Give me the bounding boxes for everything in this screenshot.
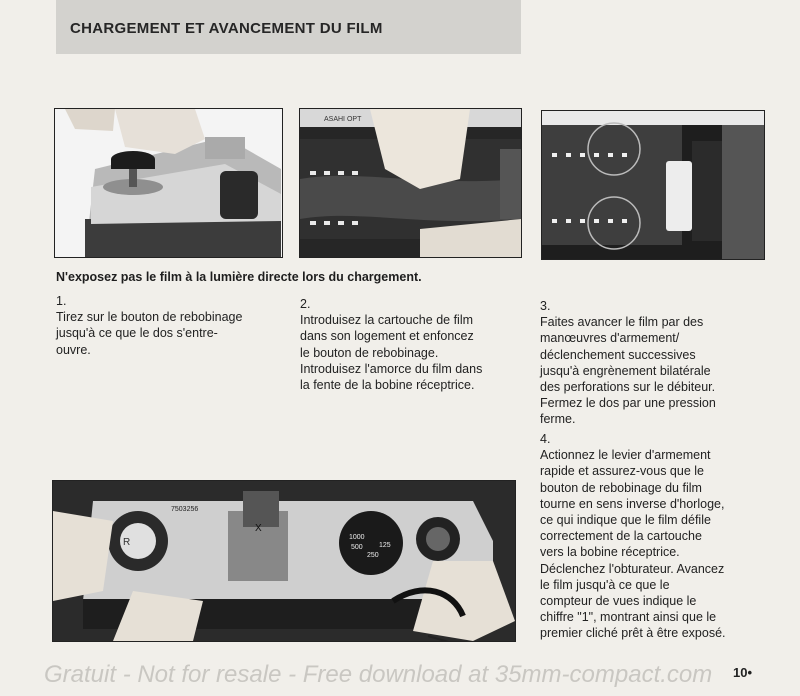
- step-line: la fente de la bobine réceptrice.: [300, 378, 475, 393]
- speed-dial-500: 500: [351, 544, 363, 551]
- step-line: ouvre.: [56, 342, 91, 357]
- step-line: jusqu'à ce que le dos s'entre-: [56, 326, 218, 341]
- step-line: Tirez sur le bouton de rebobinage: [56, 310, 243, 325]
- step-3: [540, 298, 716, 428]
- step-line: Introduisez la cartouche de film: [300, 313, 474, 328]
- step-number: 3.: [540, 299, 551, 313]
- step-line: Actionnez le levier d'armement: [540, 448, 711, 463]
- speed-dial-125: 125: [379, 542, 391, 549]
- step-number: 4.: [540, 432, 551, 446]
- step-2: [300, 296, 482, 393]
- step-line: chiffre "1", montrant ainsi que le: [540, 610, 717, 625]
- step-line: vers la bobine réceptrice.: [540, 545, 680, 560]
- step-line: Déclenchez l'obturateur. Avancez: [540, 561, 725, 576]
- step-line: bouton de rebobinage du film: [540, 480, 702, 495]
- step-line: le film jusqu'à ce que le: [540, 577, 670, 592]
- step-number: 1.: [56, 294, 67, 308]
- step-line: le bouton de rebobinage.: [300, 345, 439, 360]
- photo-camera-top: [52, 480, 516, 642]
- speed-dial-250: 250: [367, 552, 379, 559]
- speed-dial-1000: 1000: [349, 534, 365, 541]
- step-line: Fermez le dos par une pression: [540, 396, 716, 411]
- step-line: ce qui indique que le film défile: [540, 513, 711, 528]
- step-line: premier cliché prêt à être exposé.: [540, 626, 726, 641]
- cartridge-label: ASAHI OPT: [324, 116, 362, 123]
- step-line: Faites avancer le film par des: [540, 315, 704, 330]
- step-line: déclenchement successives: [540, 347, 696, 362]
- page-title: CHARGEMENT ET AVANCEMENT DU FILM: [70, 20, 383, 37]
- photo-film-cartridge: [299, 108, 522, 258]
- step-line: tourne en sens inverse d'horloge,: [540, 496, 725, 511]
- step-line: correctement de la cartouche: [540, 529, 702, 544]
- step-number: 2.: [300, 297, 311, 311]
- step-line: Introduisez l'amorce du film dans: [300, 361, 483, 376]
- step-line: ferme.: [540, 412, 576, 427]
- step-1: [56, 293, 242, 358]
- flash-x-label: X: [255, 523, 262, 534]
- photo-sprocket: [541, 110, 765, 260]
- svg-text:R: R: [123, 537, 131, 548]
- step-4: [540, 431, 726, 642]
- warning-text: N'exposez pas le film à la lumière directe lors du chargement.: [56, 270, 422, 284]
- step-line: compteur de vues indique le: [540, 594, 697, 609]
- step-line: dans son logement et enfoncez: [300, 329, 474, 344]
- step-line: manœuvres d'armement/: [540, 331, 680, 346]
- step-line: des perforations sur le débiteur.: [540, 380, 716, 395]
- page-number: 10•: [733, 665, 753, 680]
- photo-rewind-knob: [54, 108, 283, 258]
- watermark: Gratuit - Not for resale - Free download at 35mm-compact.com: [44, 661, 713, 688]
- step-line: jusqu'à engrènement bilatérale: [540, 363, 711, 378]
- step-line: rapide et assurez-vous que le: [540, 464, 704, 479]
- serial-number: 7503256: [171, 506, 199, 513]
